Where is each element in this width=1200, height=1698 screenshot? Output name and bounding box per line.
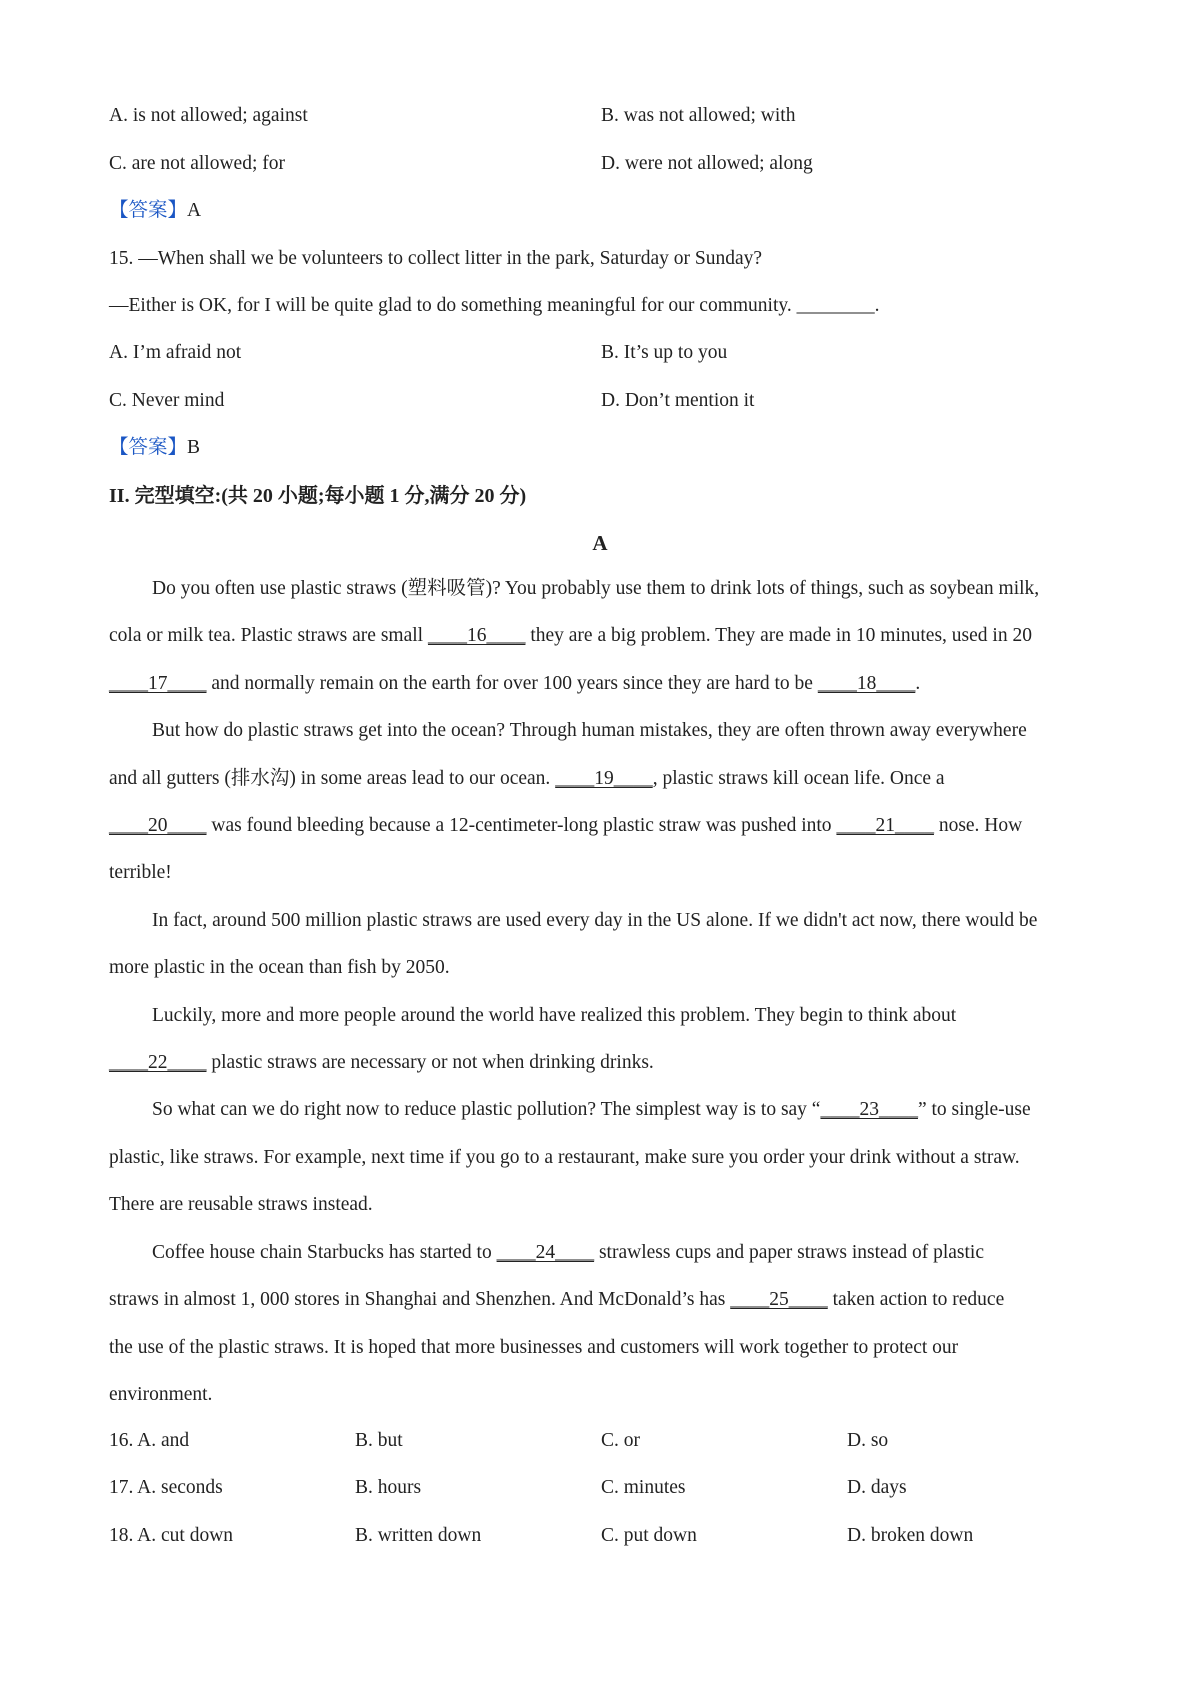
choice-16-c: C. or [601,1430,640,1451]
choice-18-b: B. written down [355,1525,482,1546]
q14-options-row-2 [109,149,1099,179]
passage-text: straws in almost 1, 000 stores in Shanghai and Shenzhen. And McDonald’s has [109,1289,731,1311]
choice-17-c: C. minutes [601,1477,686,1498]
section-heading: II. 完型填空:(共 20 小题;每小题 1 分,满分 20 分) [109,485,527,507]
blank-23: ____23____ [820,1099,918,1121]
q15-question-line-1: 15. —When shall we be volunteers to collect litter in the park, Saturday or Sunday? [109,248,763,269]
choice-16-b: B. but [355,1430,403,1451]
blank-22: ____22____ [109,1052,207,1074]
passage-line [109,802,1099,849]
q14-option-b: B. was not allowed; with [601,105,796,126]
passage-line: terrible! [109,862,172,884]
choice-18-d: D. broken down [847,1525,974,1546]
q14-answer [109,196,1099,226]
passage-text: plastic straws are necessary or not when drinking drinks. [206,1052,654,1074]
passage-line [109,660,1099,707]
passage-line [109,612,1099,659]
passage-text: and all gutters (排水沟) in some areas lead to our ocean. [109,767,556,789]
choice-row-17 [109,1473,1099,1503]
passage-line: In fact, around 500 million plastic straws are used every day in the US alone. If we didn't act now, there would be [152,909,1038,931]
passage-line: Do you often use plastic straws (塑料吸管)? You probably use them to drink lots of things, such as soybean milk, [152,578,1040,599]
passage-text: and normally remain on the earth for over 100 years since they are hard to be [206,672,818,694]
passage-body [109,565,1099,1418]
q15-option-c: C. Never mind [109,390,225,411]
passage-text: nose. How [933,815,1023,837]
blank-24: ____24____ [496,1241,595,1263]
passage-line [109,1086,1099,1133]
q15-answer [109,433,1099,463]
choice-17-b: B. hours [355,1477,422,1498]
passage-line [109,1039,1099,1086]
blank-19: ____19____ [555,767,653,789]
choice-17-d: D. days [847,1477,907,1498]
passage-text: they are a big problem. They are made in 10 minutes, used in 20 [525,625,1032,647]
choice-16-d: D. so [847,1430,889,1451]
q14-option-d: D. were not allowed; along [601,153,813,174]
choice-16-a: 16. A. and [109,1430,190,1451]
blank-18: ____18____ [817,672,916,694]
passage-text: strawless cups and paper straws instead of plastic [594,1241,984,1263]
choice-row-18 [109,1521,1099,1551]
choice-row-16 [109,1426,1099,1456]
passage-label: A [592,531,608,555]
blank-20: ____20____ [109,815,207,837]
passage-line [109,1229,1099,1276]
passage-text: was found bleeding because a 12-centimeter-long plastic straw was pushed into [206,815,837,837]
q15-options-row-2 [109,386,1099,416]
q14-option-c: C. are not allowed; for [109,153,285,174]
passage-line: Luckily, more and more people around the world have realized this problem. They begin to think about [152,1004,957,1026]
q15-question-line-2: —Either is OK, for I will be quite glad to do something meaningful for our community. ________. [109,295,880,316]
passage-text: cola or milk tea. Plastic straws are small [109,625,428,647]
q15-option-d: D. Don’t mention it [601,390,755,411]
passage-line: environment. [109,1383,213,1405]
q15-option-b: B. It’s up to you [601,342,728,363]
passage-line: plastic, like straws. For example, next time if you go to a restaurant, make sure you order your drink without a straw. [109,1146,1020,1168]
passage-line: more plastic in the ocean than fish by 2050. [109,957,450,979]
choice-18-a: 18. A. cut down [109,1525,234,1546]
blank-17: ____17____ [109,672,207,694]
answer-tag: 【答案】 [109,200,188,221]
q14-options-row-1 [109,101,1099,131]
passage-text: Coffee house chain Starbucks has started to [152,1241,497,1263]
q15-options-row-1 [109,338,1099,368]
q15-option-a: A. I’m afraid not [109,342,242,363]
q14-option-a: A. is not allowed; against [109,105,308,126]
answer-tag: 【答案】 [109,437,188,458]
passage-line: There are reusable straws instead. [109,1194,373,1216]
passage-line [109,755,1099,802]
passage-line: But how do plastic straws get into the ocean? Through human mistakes, they are often thrown away everywhere [152,720,1027,742]
passage-text: , plastic straws kill ocean life. Once a [652,767,945,789]
blank-16: ____16____ [427,625,526,647]
passage-text: ” to single-use [917,1099,1031,1121]
passage-text: taken action to reduce [827,1289,1005,1311]
choice-18-c: C. put down [601,1525,697,1546]
choice-17-a: 17. A. seconds [109,1477,223,1498]
answer-value: B [187,437,201,458]
passage-text: . [915,672,921,694]
passage-line [109,1276,1099,1323]
passage-line: the use of the plastic straws. It is hoped that more businesses and customers will work together to protect our [109,1336,959,1358]
blank-25: ____25____ [730,1289,828,1311]
answer-value: A [187,200,202,221]
blank-21: ____21____ [836,815,934,837]
passage-text: So what can we do right now to reduce plastic pollution? The simplest way is to say “ [152,1099,821,1121]
